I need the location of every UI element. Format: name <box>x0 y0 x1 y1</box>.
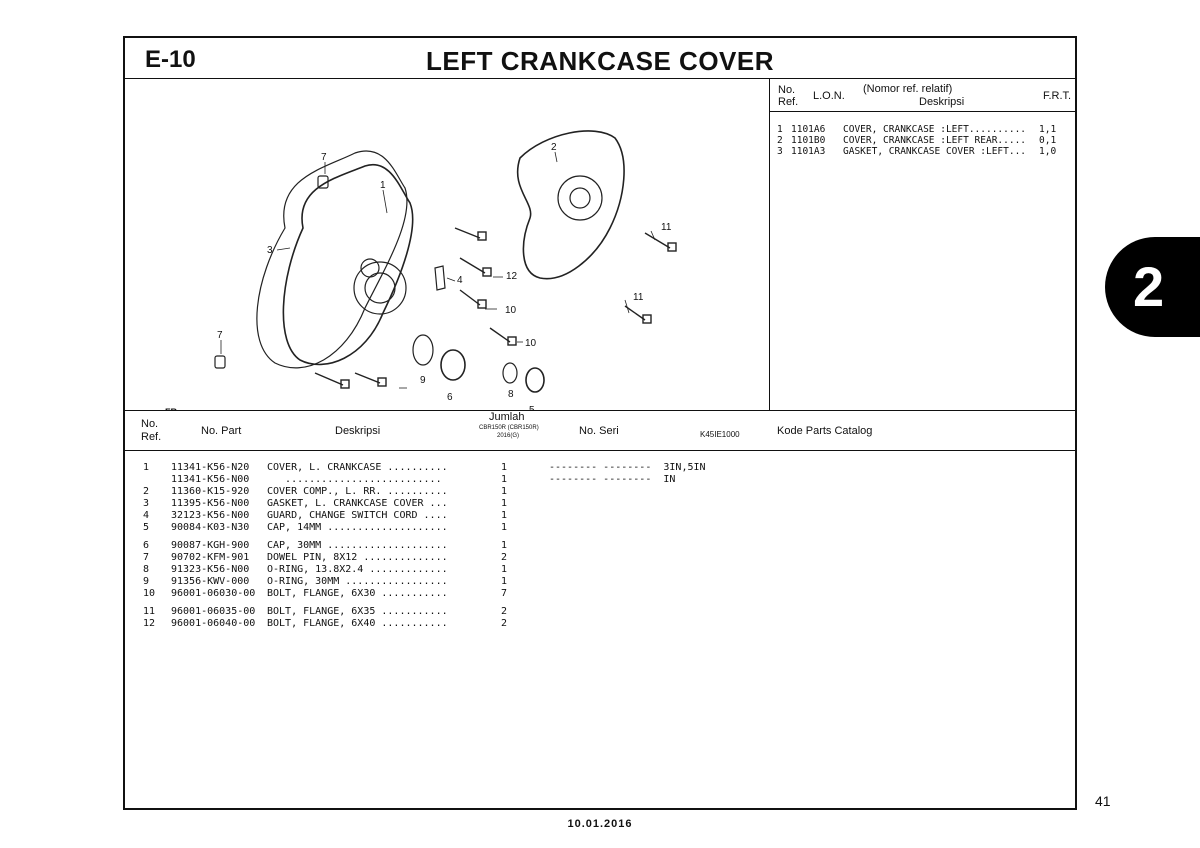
part-desc: GASKET, L. CRANKCASE COVER ... <box>267 498 448 509</box>
title-bar <box>125 38 1075 78</box>
part-desc: GUARD, CHANGE SWITCH CORD .... <box>267 510 448 521</box>
part-desc: O-RING, 30MM ................. <box>267 576 448 587</box>
part-number: 96001-06035-00 <box>171 606 256 617</box>
part-qty: 1 <box>501 510 508 521</box>
part-desc: DOWEL PIN, 8X12 .............. <box>267 552 448 563</box>
part-ref: 8 <box>143 564 150 575</box>
part-desc: BOLT, FLANGE, 6X35 ........... <box>267 606 448 617</box>
lon-header-frt: F.R.T. <box>1043 90 1072 102</box>
table-row <box>125 588 1075 600</box>
callout-label: 10 <box>505 305 517 316</box>
part-number: 32123-K56-N00 <box>171 510 250 521</box>
table-row <box>125 510 1075 522</box>
part-ref: 2 <box>143 486 150 497</box>
part-desc: O-RING, 13.8X2.4 ............. <box>267 564 448 575</box>
part-number: 91323-K56-N00 <box>171 564 250 575</box>
part-qty: 1 <box>501 576 508 587</box>
figure-code: K45IE1000 <box>700 430 740 439</box>
part-number: 11395-K56-N00 <box>171 498 250 509</box>
part-ref: 10 <box>143 588 156 599</box>
callout-label: 2 <box>551 142 557 153</box>
part-qty: 1 <box>501 462 508 473</box>
part-desc: BOLT, FLANGE, 6X40 ........... <box>267 618 448 629</box>
parts-header-no-ref: No. Ref. <box>141 418 162 443</box>
callout-label: 7 <box>217 330 223 341</box>
front-arrow-icon <box>143 407 180 410</box>
part-ref: 6 <box>143 540 150 551</box>
part-qty: 2 <box>501 552 508 563</box>
lon-row <box>777 124 1063 135</box>
part-number: 90702-KFM-901 <box>171 552 250 563</box>
table-row <box>125 564 1075 576</box>
lon-code: 1101B0 <box>791 135 826 146</box>
lon-desc: COVER, CRANKCASE :LEFT.......... <box>843 124 1027 135</box>
part-number: 11360-K15-920 <box>171 486 250 497</box>
page-number: 41 <box>1095 793 1111 809</box>
part-ref: 11 <box>143 606 156 617</box>
part-desc: COVER, L. CRANKCASE .......... <box>267 462 448 473</box>
lon-header-desc: Deskripsi <box>919 96 965 108</box>
callout-label <box>529 405 535 410</box>
lon-code: 1101A3 <box>791 146 826 157</box>
part-desc: CAP, 14MM .................... <box>267 522 448 533</box>
lon-frt: 1,0 <box>1039 146 1057 157</box>
callout-label: 11 <box>633 292 644 303</box>
part-desc: CAP, 30MM .................... <box>267 540 448 551</box>
table-row <box>125 540 1075 552</box>
part-ref: 5 <box>143 522 150 533</box>
section-code: E-10 <box>145 46 196 73</box>
part-qty: 2 <box>501 618 508 629</box>
lon-header-desc-top: (Nomor ref. relatif) <box>863 83 953 95</box>
lon-table-body <box>777 124 1063 157</box>
table-row <box>125 618 1075 630</box>
part-qty: 1 <box>501 540 508 551</box>
page-title: LEFT CRANKCASE COVER <box>425 46 774 76</box>
part-number: 96001-06040-00 <box>171 618 256 629</box>
callout-label: 9 <box>420 375 426 386</box>
table-row <box>125 606 1075 618</box>
part-qty: 1 <box>501 498 508 509</box>
part-number: 11341-K56-N00 <box>171 474 250 485</box>
part-ref: 12 <box>143 618 156 629</box>
parts-header-model: CBR150R (CBR150R) <box>479 425 539 431</box>
table-row <box>125 462 1075 474</box>
part-seri: -------- -------- 3IN,5IN <box>549 462 706 473</box>
divider <box>125 450 1075 451</box>
part-ref: 1 <box>143 462 150 473</box>
part-desc: COVER COMP., L. RR. .......... <box>267 486 448 497</box>
lon-ref: 1 <box>777 124 783 135</box>
catalog-page-frame <box>123 36 1077 810</box>
part-ref: 3 <box>143 498 150 509</box>
part-qty: 1 <box>501 486 508 497</box>
callout-label: 12 <box>506 271 518 282</box>
lon-ref: 3 <box>777 146 783 157</box>
part-number: 90087-KGH-900 <box>171 540 250 551</box>
lon-row <box>777 146 1063 157</box>
part-qty: 1 <box>501 522 508 533</box>
callout-label: 3 <box>267 245 273 256</box>
callout-label: 6 <box>447 392 453 403</box>
parts-header-desc: Deskripsi <box>335 425 381 437</box>
lon-row <box>777 135 1063 146</box>
callout-label: 1 <box>380 180 386 191</box>
part-number: 90084-K03-N30 <box>171 522 250 533</box>
part-desc: BOLT, FLANGE, 6X30 ........... <box>267 588 448 599</box>
parts-header-no-part: No. Part <box>201 425 242 437</box>
part-ref: 4 <box>143 510 150 521</box>
divider <box>769 78 770 410</box>
table-row <box>125 498 1075 510</box>
callout-label: 4 <box>457 275 463 286</box>
lon-header-lon: L.O.N. <box>813 90 845 102</box>
lon-frt: 1,1 <box>1039 124 1057 135</box>
parts-header-jumlah: Jumlah <box>489 411 525 423</box>
lon-code: 1101A6 <box>791 124 826 135</box>
part-qty: 1 <box>501 474 508 485</box>
part-qty: 2 <box>501 606 508 617</box>
table-row <box>125 474 1075 486</box>
divider <box>770 111 1075 112</box>
table-row <box>125 552 1075 564</box>
parts-header-year: 2016(G) <box>497 433 520 439</box>
table-row <box>125 522 1075 534</box>
part-ref: 7 <box>143 552 150 563</box>
callout-label: 11 <box>661 222 672 233</box>
lon-desc: COVER, CRANKCASE :LEFT REAR..... <box>843 135 1027 146</box>
lon-frt: 0,1 <box>1039 135 1057 146</box>
part-number: 91356-KWV-000 <box>171 576 250 587</box>
parts-header-no-seri: No. Seri <box>579 425 619 437</box>
part-qty: 1 <box>501 564 508 575</box>
part-ref: 9 <box>143 576 150 587</box>
table-row <box>125 576 1075 588</box>
table-row <box>125 486 1075 498</box>
part-desc: .......................... <box>267 474 442 485</box>
lon-desc: GASKET, CRANKCASE COVER :LEFT... <box>843 146 1027 157</box>
footer-date: 10.01.2016 <box>567 818 633 830</box>
front-direction-label <box>165 407 180 410</box>
lon-ref: 2 <box>777 135 783 146</box>
callout-label: 8 <box>508 389 514 400</box>
part-qty: 7 <box>501 588 508 599</box>
section-tab: 2 <box>1105 237 1200 337</box>
part-number: 11341-K56-N20 <box>171 462 250 473</box>
lon-header-no-ref: No. Ref. <box>778 84 799 108</box>
parts-header-kode: Kode Parts Catalog <box>777 425 873 437</box>
callout-label: 7 <box>321 152 327 163</box>
part-seri: -------- -------- IN <box>549 474 676 485</box>
divider <box>125 410 1075 411</box>
callout-label: 10 <box>525 338 537 349</box>
part-number: 96001-06030-00 <box>171 588 256 599</box>
